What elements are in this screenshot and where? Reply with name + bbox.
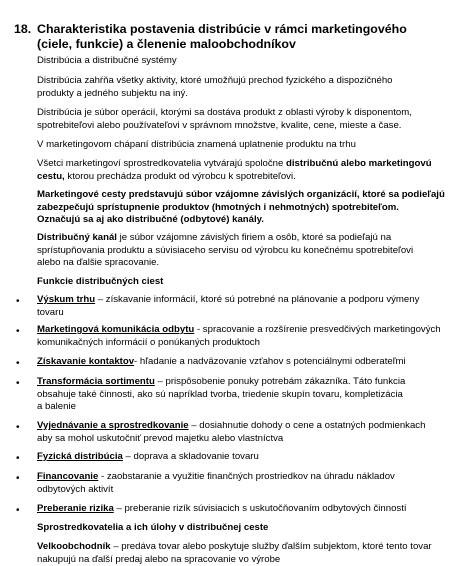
text-run: – doprava a skladovanie tovaru — [123, 451, 259, 462]
paragraph-line — [37, 503, 437, 516]
paragraph-line: a balenie — [37, 401, 437, 414]
paragraph-distribution-systems — [37, 55, 437, 68]
paragraph-line — [37, 171, 437, 184]
bullet-dot: • — [16, 473, 20, 486]
bold-term: Fyzická distribúcia — [37, 451, 123, 462]
bold-term: Distribučný kanál — [37, 232, 117, 243]
bullet-dot: • — [16, 358, 20, 371]
paragraph-line — [37, 420, 437, 433]
paragraph-line — [37, 451, 437, 464]
paragraph-line: Distribúcia zahŕňa všetky aktivity, ktoré umožňujú prechod fyzického a dispozičného — [37, 75, 437, 88]
paragraph-line: obsahuje také činnosti, ako sú napríklad tvorba, triedenie skupín tovaru, kompletizácia — [37, 389, 437, 402]
heading-number: 18. — [14, 22, 37, 37]
text-run: Všetci marketingoví sprostredkovatelia vytvárajú spoločne — [37, 158, 286, 169]
paragraph-line — [37, 356, 437, 369]
text-run: - zaobstaranie a využitie finančných prostriedkov na úhradu nákladov — [98, 471, 395, 482]
heading-title-line-1: Charakteristika postavenia distribúcie v rámci marketingového — [37, 22, 407, 36]
intermediaries-heading: Sprostredkovatelia a ich úlohy v distribučnej ceste — [37, 522, 437, 535]
paragraph-line: spotrebiteľovi alebo používateľovi v správnom množstve, kvalite, cene, mieste a čase. — [37, 120, 437, 133]
paragraph-distribution-operations — [37, 107, 437, 132]
text-run: – prispôsobenie ponuky potrebám zákazníka. Táto funkcia — [155, 376, 405, 387]
bold-term: Transformácia sortimentu — [37, 376, 155, 387]
bullet-dot: • — [16, 296, 20, 309]
paragraph-line — [37, 294, 437, 307]
paragraph-line: nakupujú na ďalší predaj alebo na spracovanie vo výrobe — [37, 554, 437, 566]
bold-term: Preberanie rizika — [37, 503, 114, 514]
bold-term: Marketingová komunikácia odbytu — [37, 324, 194, 335]
bullet-dot: • — [16, 378, 20, 391]
list-item — [37, 503, 437, 516]
list-item — [37, 356, 437, 369]
list-item — [37, 376, 437, 414]
bold-term: Velkoobchodník — [37, 541, 111, 552]
paragraph-line: aby sa mohol uskutočniť prevod majetku alebo vlastníctva — [37, 433, 437, 446]
paragraph-line: sprístupňovania produktu a súvisiaceho servisu od výrobcu ku konečnému spotrebiteľovi — [37, 245, 437, 258]
paragraph-line — [37, 158, 437, 171]
text-run: – dosiahnutie dohody o cene a ostatných podmienkach — [189, 420, 426, 431]
heading-line-1 — [14, 22, 454, 37]
bold-term: Výskum trhu — [37, 294, 95, 305]
paragraph-line: Marketingové cesty predstavujú súbor vzájomne závislých organizácií, ktoré sa podieľajú — [37, 189, 437, 202]
bold-term: Financovanie — [37, 471, 98, 482]
functions-heading: Funkcie distribučných ciest — [37, 276, 437, 289]
paragraph-distribution-channel — [37, 232, 437, 270]
paragraph-line: Označujú sa aj ako distribučné (odbytové) kanály. — [37, 214, 437, 227]
bold-term: Získavanie kontaktov — [37, 356, 134, 367]
paragraph-line: komunikačných informácií o ponúkaných produktoch — [37, 337, 437, 350]
list-item — [37, 420, 437, 445]
list-item — [37, 324, 437, 349]
text-run: – predáva tovar alebo poskytuje služby ďalším subjektom, ktoré tento tovar — [111, 541, 432, 552]
paragraph-line: tovaru — [37, 307, 437, 320]
bullet-dot: • — [16, 326, 20, 339]
paragraph-marketing-meaning — [37, 139, 437, 152]
paragraph-line: V marketingovom chápaní distribúcia znamená uplatnenie produktu na trhu — [37, 139, 437, 152]
paragraph-line: Distribúcia a distribučné systémy — [37, 55, 437, 68]
list-item — [37, 451, 437, 464]
text-run: – získavanie informácií, ktoré sú potrebné na plánovanie a podporu výmeny — [95, 294, 419, 305]
paragraph-marketing-channels — [37, 189, 437, 227]
bullet-dot: • — [16, 422, 20, 435]
paragraph-line — [37, 471, 437, 484]
paragraph-line: Distribúcia je súbor operácií, ktorými sa dostáva produkt z oblasti výroby k disponentom, — [37, 107, 437, 120]
section-heading — [14, 22, 454, 52]
bullet-dot: • — [16, 453, 20, 466]
text-run: je súbor vzájomne závislých firiem a osôb, ktoré sa podieľajú na — [117, 232, 391, 243]
paragraph-line: odbytových aktivít — [37, 484, 437, 497]
paragraph-line — [37, 232, 437, 245]
paragraph-distribution-definition — [37, 75, 437, 100]
list-item — [37, 471, 437, 496]
paragraph-line — [37, 324, 437, 337]
paragraph-line: produkty a jedného subjektu na iný. — [37, 88, 437, 101]
heading-title-line-2: (ciele, funkcie) a členenie maloobchodníkov — [14, 37, 454, 52]
bullet-dot: • — [16, 505, 20, 518]
paragraph-line: alebo na ďalšie spracovanie. — [37, 257, 437, 270]
text-run: – preberanie rizík súvisiacich s uskutočňovaním odbytových činností — [114, 503, 407, 514]
paragraph-wholesaler — [37, 541, 437, 566]
bold-term: distribučnú alebo marketingovú — [286, 158, 432, 169]
paragraph-line: zabezpečujú sprístupnenie produktov (hmotných i nehmotných) spotrebiteľom. — [37, 202, 437, 215]
bold-term: cestu, — [37, 171, 65, 182]
text-run: - hľadanie a nadväzovanie vzťahov s potenciálnymi odberateľmi — [134, 356, 406, 367]
paragraph-line — [37, 376, 437, 389]
bold-term: Vyjednávanie a sprostredkovanie — [37, 420, 189, 431]
paragraph-line — [37, 541, 437, 554]
text-run: - spracovanie a rozšírenie presvedčivých marketingových — [194, 324, 440, 335]
list-item — [37, 294, 437, 319]
text-run: ktorou prechádza produkt od výrobcu k spotrebiteľovi. — [65, 171, 296, 182]
paragraph-intermediaries — [37, 158, 437, 183]
